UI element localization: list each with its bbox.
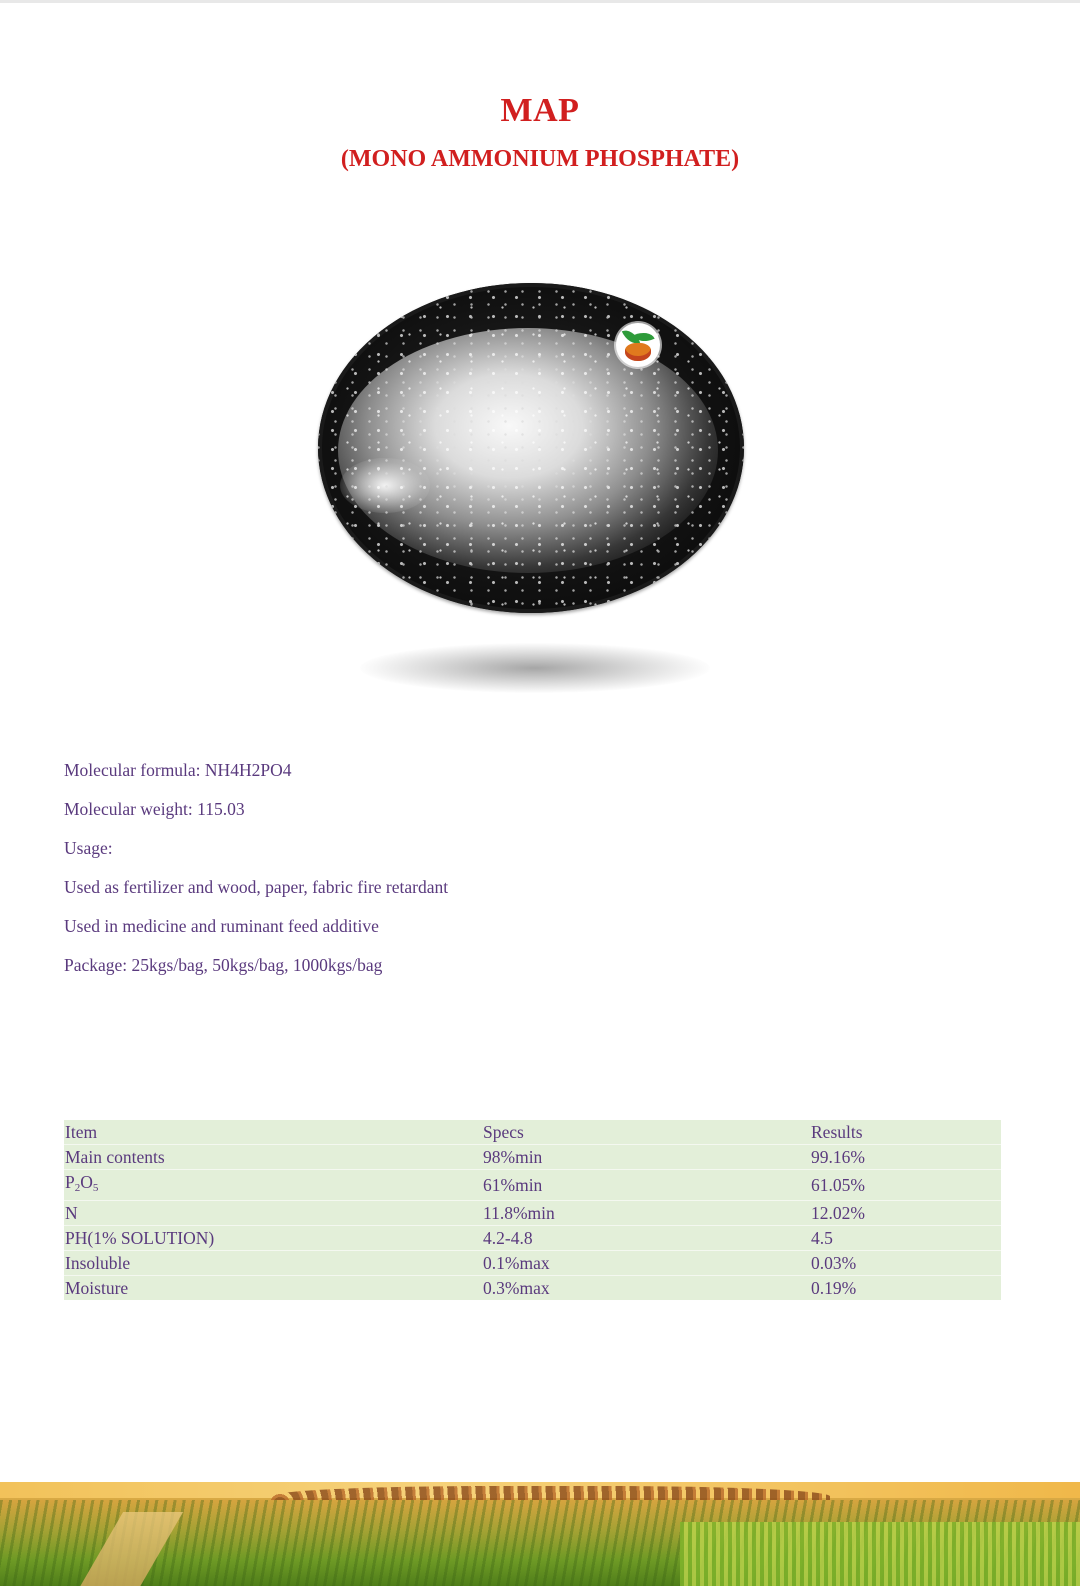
table-row: [64, 1226, 1001, 1251]
row-item: Moisture: [65, 1278, 129, 1298]
row-results: 61.05%: [810, 1170, 1001, 1201]
row-results: 4.5: [810, 1226, 1001, 1251]
formula-sub-2: 2: [74, 1182, 81, 1194]
crystal-grains: [318, 283, 744, 613]
row-specs: 61%min: [482, 1170, 810, 1201]
header-specs: Specs: [482, 1120, 810, 1145]
header-results: Results: [810, 1120, 1001, 1145]
formula-p: P: [65, 1172, 75, 1192]
crop-rows: [680, 1522, 1080, 1586]
farmland-banner-image: [0, 1482, 1080, 1586]
row-specs: 98%min: [482, 1145, 810, 1170]
header-item: Item: [64, 1120, 482, 1145]
table-row: [64, 1251, 1001, 1276]
table-row: [64, 1170, 1001, 1201]
row-results: 0.03%: [810, 1251, 1001, 1276]
row-results: 99.16%: [810, 1145, 1001, 1170]
usage-heading: Usage:: [64, 838, 113, 858]
row-item: Main contents: [64, 1145, 482, 1170]
row-results: 0.19%: [811, 1278, 857, 1298]
formula-sub-5: 5: [92, 1182, 99, 1194]
row-specs: 11.8%min: [482, 1201, 810, 1226]
row-item: PH(1% SOLUTION): [64, 1226, 482, 1251]
formula-o: O: [80, 1172, 93, 1192]
row-results: 12.02%: [810, 1201, 1001, 1226]
table-row: [64, 1276, 1001, 1301]
dish-shadow: [360, 643, 710, 693]
row-specs: 4.2-4.8: [482, 1226, 810, 1251]
heart-shape: [625, 343, 651, 361]
product-subtitle: (MONO AMMONIUM PHOSPHATE): [340, 146, 740, 172]
product-photo: [318, 283, 748, 703]
table-row: [64, 1145, 1001, 1170]
usage-line-1: Used as fertilizer and wood, paper, fabric fire retardant: [64, 877, 449, 897]
package-info: Package: 25kgs/bag, 50kgs/bag, 1000kgs/bag: [64, 955, 383, 975]
row-specs: 0.3%max: [483, 1278, 550, 1298]
molecular-formula: Molecular formula: NH4H2PO4: [64, 760, 292, 780]
specification-table: [64, 1120, 1001, 1300]
product-info: [64, 759, 448, 993]
top-rule: [0, 0, 1080, 3]
usage-line-2: Used in medicine and ruminant feed additive: [64, 916, 379, 936]
row-specs: 0.1%max: [482, 1251, 810, 1276]
table-header-row: [64, 1120, 1001, 1145]
product-title: MAP: [500, 92, 580, 129]
black-dish-image: [318, 283, 744, 613]
leaf-heart-logo-icon: [616, 323, 660, 367]
row-item: N: [64, 1201, 482, 1226]
row-item: Insoluble: [64, 1251, 482, 1276]
molecular-weight: Molecular weight: 115.03: [64, 799, 245, 819]
row-item: [64, 1170, 482, 1201]
table-row: [64, 1201, 1001, 1226]
